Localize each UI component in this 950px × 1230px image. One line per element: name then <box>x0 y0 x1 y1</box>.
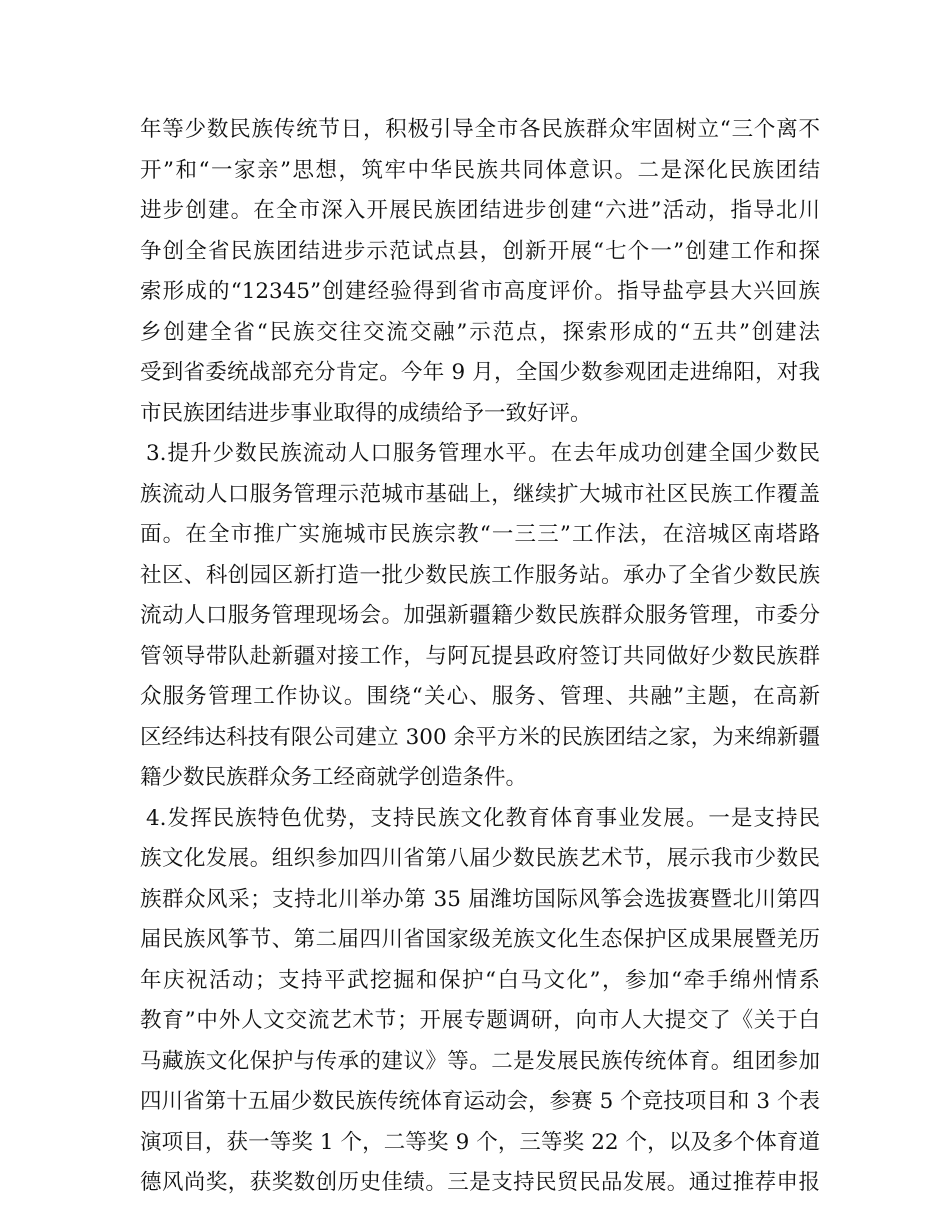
text-line: 市民族团结进步事业取得的成绩给予一致好评。 <box>140 400 592 426</box>
text-line: 族流动人口服务管理示范城市基础上，继续扩大城市社区民族工作覆盖 <box>140 481 820 507</box>
text-line: 籍少数民族群众务工经商就学创造条件。 <box>140 765 528 790</box>
text-line: 乡创建全省“民族交往交流交融”示范点，探索形成的“五共”创建法 <box>140 319 820 345</box>
body-text <box>140 110 820 1204</box>
text-line: 面。在全市推广实施城市民族宗教“一三三”工作法，在涪城区南塔路 <box>140 522 820 547</box>
text-line: 区经纬达科技有限公司建立 300 余平方米的民族团结之家，为来绵新疆 <box>140 724 820 750</box>
text-line: 流动人口服务管理现场会。加强新疆籍少数民族群众服务管理，市委分 <box>140 603 820 628</box>
text-line: 争创全省民族团结进步示范试点县，创新开展“七个一”创建工作和探 <box>140 238 820 264</box>
text-line: 进步创建。在全市深入开展民族团结进步创建“六进”活动，指导北川 <box>140 198 820 223</box>
text-line: 众服务管理工作协议。围绕“关心、服务、管理、共融”主题，在高新 <box>140 684 820 709</box>
text-line: 受到省委统战部充分肯定。今年 9 月，全国少数参观团走进绵阳，对我 <box>140 360 820 385</box>
text-line: 开”和“一家亲”思想，筑牢中华民族共同体意识。二是深化民族团结 <box>140 157 820 183</box>
text-line: 届民族风筝节、第二届四川省国家级羌族文化生态保护区成果展暨羌历 <box>140 927 820 952</box>
text-line: 马藏族文化保护与传承的建议》等。二是发展民族传统体育。组团参加 <box>140 1048 820 1074</box>
text-line: 索形成的“12345”创建经验得到省市高度评价。指导盐亭县大兴回族 <box>140 279 820 304</box>
text-line: 管领导带队赴新疆对接工作，与阿瓦提县政府签订共同做好少数民族群 <box>140 643 820 669</box>
text-line: 年庆祝活动；支持平武挖掘和保护“白马文化”，参加“牵手绵州情系 <box>140 967 820 993</box>
text-line: 德风尚奖，获奖数创历史佳绩。三是支持民贸民品发展。通过推荐申报 <box>140 1170 820 1195</box>
text-line: 族群众风采；支持北川举办第 35 届潍坊国际风筝会选拔赛暨北川第四 <box>140 886 820 912</box>
text-line: 四川省第十五届少数民族传统体育运动会，参赛 5 个竞技项目和 3 个表 <box>140 1089 820 1114</box>
text-line: 教育”中外人文交流艺术节；开展专题调研，向市人大提交了《关于白 <box>140 1008 820 1033</box>
section-heading-line: 4.发挥民族特色优势，支持民族文化教育体育事业发展。一是支持民 <box>146 805 820 831</box>
text-line: 社区、科创园区新打造一批少数民族工作服务站。承办了全省少数民族 <box>140 562 820 588</box>
text-line: 演项目，获一等奖 1 个，二等奖 9 个，三等奖 22 个，以及多个体育道 <box>140 1129 820 1155</box>
text-line: 年等少数民族传统节日，积极引导全市各民族群众牢固树立“三个离不 <box>140 117 820 142</box>
section-heading-line: 3.提升少数民族流动人口服务管理水平。在去年成功创建全国少数民 <box>146 441 820 466</box>
text-line: 族文化发展。组织参加四川省第八届少数民族艺术节，展示我市少数民 <box>140 846 820 871</box>
